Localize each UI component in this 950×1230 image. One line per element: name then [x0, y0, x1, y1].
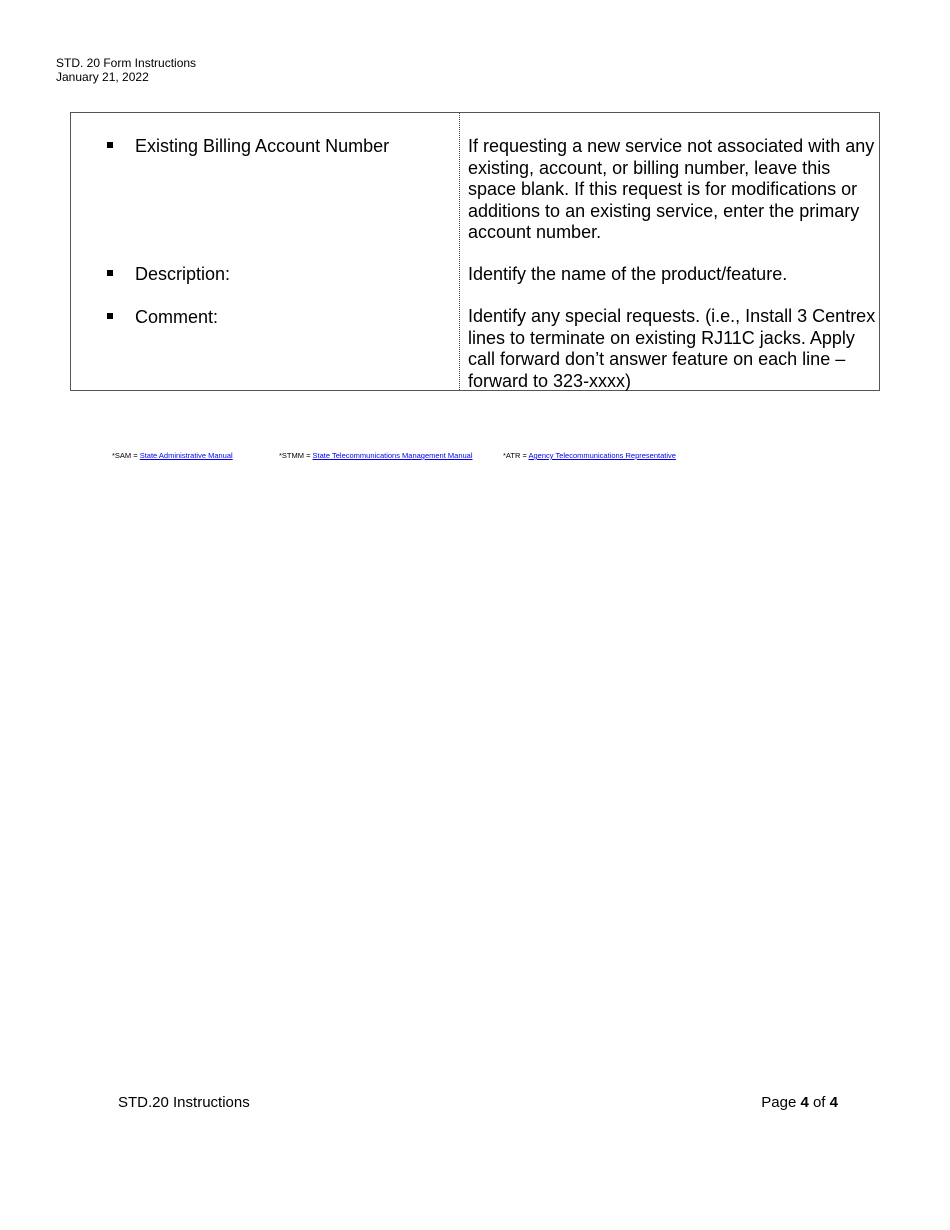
- document-header: [56, 56, 196, 84]
- link-agency-telecommunications-representative[interactable]: Agency Telecommunications Representative: [528, 451, 676, 460]
- footnote-atr: *ATR = Agency Telecommunications Representative: [503, 451, 676, 460]
- document-date: January 21, 2022: [56, 70, 149, 84]
- instruction-description: Identify the name of the product/feature.: [468, 264, 788, 284]
- field-label-billing-account: Existing Billing Account Number: [107, 136, 389, 157]
- instructions-table: [70, 112, 880, 391]
- footer-page-number: Page 4 of 4: [761, 1094, 838, 1111]
- bullet-icon: [107, 142, 113, 148]
- bullet-icon: [107, 270, 113, 276]
- instruction-billing-account: If requesting a new service not associated with any existing, account, or billing number, leave this space blank. If this request is for modifications or additions to an existing service, enter the primary account number.: [468, 136, 875, 242]
- document-title: STD. 20 Form Instructions: [56, 56, 197, 70]
- instruction-comment: Identify any special requests. (i.e., Install 3 Centrex lines to terminate on existing RJ11C jacks. Apply call forward don’t answer feature on each line – forward to 323-xxxx): [468, 306, 876, 391]
- footnote-stmm: *STMM = State Telecommunications Management Manual: [279, 451, 473, 460]
- field-label-comment: Comment:: [107, 307, 218, 328]
- footnote-sam: *SAM = State Administrative Manual: [112, 451, 233, 460]
- column-divider: [459, 113, 460, 390]
- link-state-telecommunications-management-manual[interactable]: State Telecommunications Management Manual: [312, 451, 473, 460]
- field-label-description: Description:: [107, 264, 230, 285]
- footer-document-name: STD.20 Instructions: [118, 1094, 250, 1111]
- link-state-administrative-manual[interactable]: State Administrative Manual: [139, 451, 233, 460]
- bullet-icon: [107, 313, 113, 319]
